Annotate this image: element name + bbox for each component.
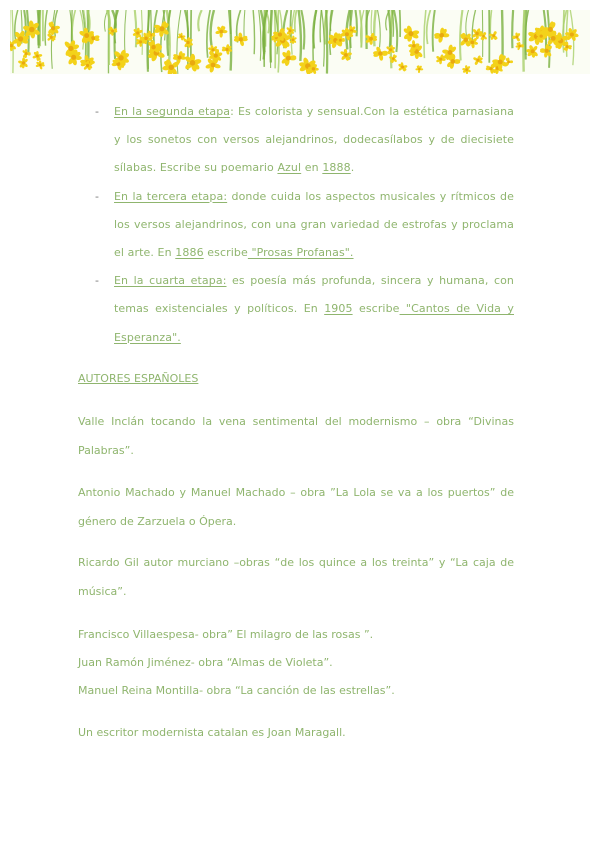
paragraph-machado: Antonio Machado y Manuel Machado – obra ”La Lola se va a los puertos” de género de Zarzuela o Ópera.: [78, 486, 514, 528]
stage-text-mid: en: [301, 161, 323, 175]
stage-title: En la tercera etapa:: [114, 189, 228, 203]
line-villaespesa: Francisco Villaespesa- obra” El milagro de las rosas ”.: [78, 628, 374, 641]
list-item-tercera-etapa: [80, 183, 514, 268]
list-item-segunda-etapa: [80, 98, 514, 183]
daffodil-banner: [10, 10, 590, 74]
year-link: 1886: [175, 246, 204, 260]
line-jimenez: Juan Ramón Jiménez- obra “Almas de Violeta”.: [78, 656, 333, 669]
dash-marker: -: [95, 189, 100, 203]
paragraph-valle-inclan: Valle Inclán tocando la vena sentimental del modernismo – obra “Divinas Palabras”.: [78, 415, 514, 457]
list-item-cuarta-etapa: [80, 267, 514, 352]
stage-text-end: .: [350, 161, 355, 175]
section-heading: AUTORES ESPAÑOLES: [78, 372, 199, 385]
closing-line: Un escritor modernista catalan es Joan Maragall.: [78, 726, 346, 739]
dash-marker: -: [95, 105, 100, 118]
work-title: "Cantos de Vida y Esperanza".: [114, 302, 514, 344]
stage-text: es poesía más profunda, sincera y humana, con temas existenciales y políticos. En: [114, 274, 515, 316]
stage-text: : Es colorista y sensual.Con la estética parnasiana y los sonetos con versos alejandrinos, dodecasílabos y de diecisiete sílabas. Escribe su poemario: [114, 105, 514, 175]
stage-title: En la segunda etapa: [114, 105, 231, 118]
work-title: "Prosas Profanas".: [247, 246, 354, 260]
stage-text: donde cuida los aspectos musicales y rítmicos de los versos alejandrinos, con una gran variedad de estrofas y proclama el arte. En: [114, 189, 514, 260]
stage-text-mid: escribe: [352, 302, 400, 316]
stages-list: [80, 98, 514, 352]
year-link: 1888: [322, 161, 351, 175]
dash-marker: -: [95, 274, 100, 288]
year-link: 1905: [324, 302, 353, 316]
stage-text-mid: escribe: [203, 246, 248, 260]
work-title: Azul: [277, 161, 302, 175]
paragraph-ricardo-gil: Ricardo Gil autor murciano –obras “de los quince a los treinta” y “La caja de música”.: [78, 556, 514, 598]
stage-title: En la cuarta etapa:: [114, 274, 227, 288]
line-reina-montilla: Manuel Reina Montilla- obra “La canción de las estrellas”.: [78, 684, 395, 697]
